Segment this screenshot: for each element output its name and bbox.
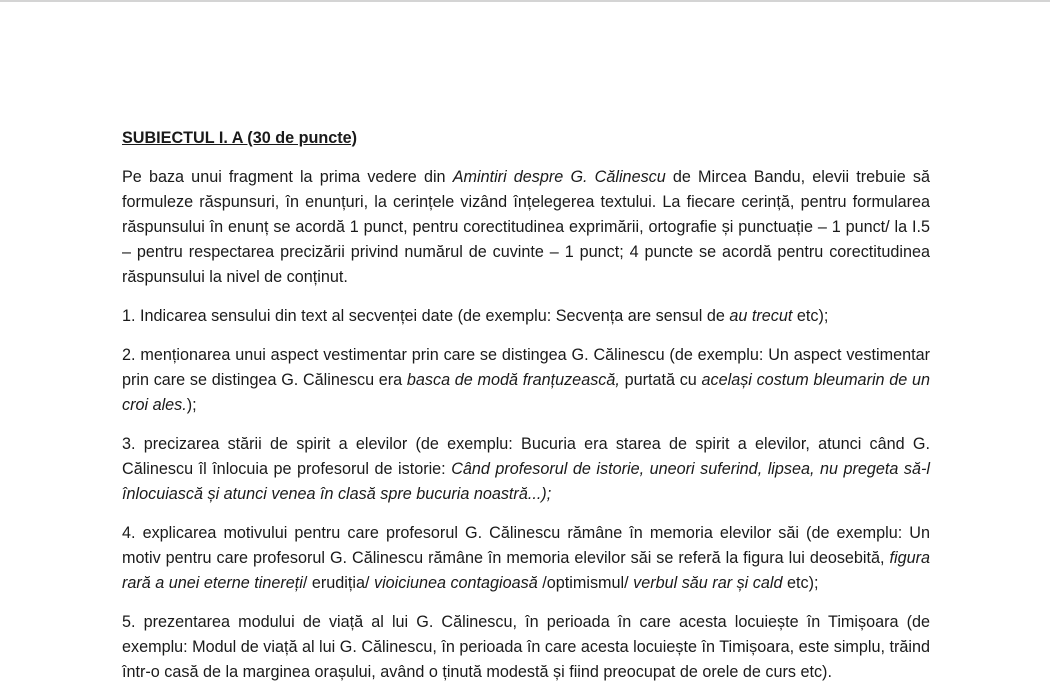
text-run: /optimismul/ — [537, 574, 634, 592]
text-run: etc); — [782, 574, 819, 592]
text-run: 2. menționarea unui aspect vestimentar prin care se distingea G. Călinescu (de exemplu: Un aspect vestimentar prin care se distingea G. Călinescu era — [122, 346, 930, 389]
intro-paragraph — [122, 165, 930, 290]
paragraph-list — [122, 165, 930, 685]
document-body — [122, 126, 930, 699]
requirement-item-3 — [122, 432, 930, 507]
text-run: ); — [186, 396, 197, 414]
requirement-item-1 — [122, 304, 930, 329]
italic-quote: basca de modă franțuzească, — [406, 371, 620, 389]
italic-quote: figura rară a unei eterne tinereți — [122, 549, 930, 592]
text-run: 3. precizarea stării de spirit a elevilor (de exemplu: Bucuria era starea de spirit a elevilor, atunci când G. Călinescu îl înlocuia pe profesorul de istorie: — [122, 435, 930, 478]
italic-quote: vioiciunea contagioasă — [373, 574, 538, 592]
text-run: 4. explicarea motivului pentru care profesorul G. Călinescu rămâne în memoria elevilor săi (de exemplu: Un motiv pentru care profesorul G. Călinescu rămâne în memoria elevilor săi se referă la figura lui deosebită, — [122, 524, 930, 567]
text-run: de Mircea Bandu, elevii trebuie să formuleze răspunsuri, în enunțuri, la cerințele vizând înțelegerea textului. La fiecare cerință, pentru formularea răspunsului în enunț se acordă 1 punct, pentru corectitudinea exprimării, ortografie și punctuație – 1 punct/ la I.5 – pentru respectarea precizării privind numărul de cuvinte – 1 punct; 4 puncte se acordă pentru corectitudinea răspunsului la nivel de conținut. — [122, 168, 930, 286]
text-run: 1. Indicarea sensului din text al secvenței date (de exemplu: Secvența are sensul de — [122, 307, 730, 325]
page-top-border — [0, 0, 1050, 2]
requirement-item-4 — [122, 521, 930, 596]
italic-quote: Când profesorul de istorie, uneori suferind, lipsea, nu pregeta să-l înlocuiască și atunci venea în clasă spre bucuria noastră...); — [122, 460, 930, 503]
italic-quote: Amintiri despre G. Călinescu — [452, 168, 666, 186]
section-heading: SUBIECTUL I. A (30 de puncte) — [122, 129, 358, 147]
italic-quote: verbul său rar și cald — [633, 574, 783, 592]
requirement-item-2 — [122, 343, 930, 418]
text-run: purtată cu — [619, 371, 702, 389]
italic-quote: au trecut — [729, 307, 793, 325]
text-run: etc); — [792, 307, 829, 325]
text-run: Pe baza unui fragment la prima vedere din — [122, 168, 453, 186]
text-run: 5. prezentarea modului de viață al lui G. Călinescu, în perioada în care acesta locuiește în Timișoara (de exemplu: Modul de viață al lui G. Călinescu, în perioada în care acesta locuiește în Timișoara, este simplu, trăind într-o casă de la marginea orașului, având o ținută modestă și fiind preocupat de orele de curs etc). — [122, 613, 930, 681]
text-run: / erudiția/ — [302, 574, 374, 592]
italic-quote: același costum bleumarin de un croi ales. — [122, 371, 930, 414]
requirement-item-5 — [122, 610, 930, 685]
